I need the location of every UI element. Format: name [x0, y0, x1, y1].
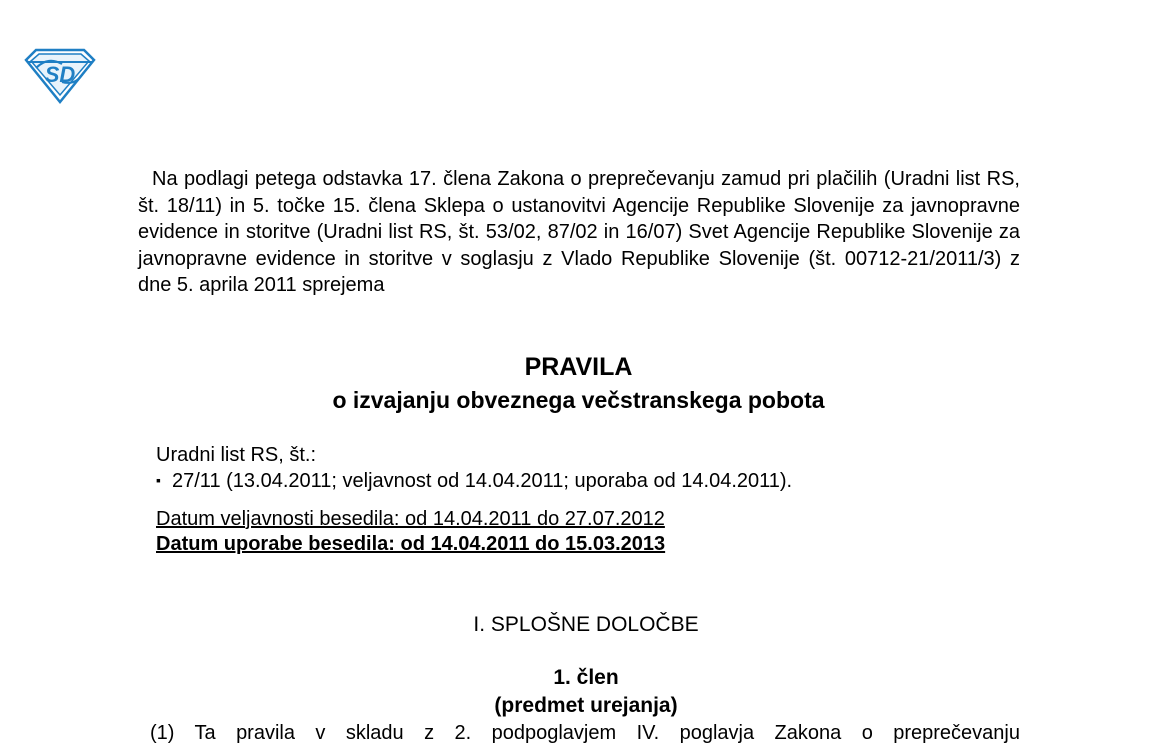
gazette-label: Uradni list RS, št.: [156, 444, 317, 466]
validity-date: Datum veljavnosti besedila: od 14.04.2011 do 27.07.2012 [156, 508, 665, 530]
shield-logo-icon [22, 46, 98, 106]
logo-lettering: SD [44, 62, 76, 87]
gazette-entry [156, 468, 792, 494]
usage-date: Datum uporabe besedila: od 14.04.2011 do 15.03.2013 [156, 533, 666, 555]
chapter-heading: I. SPLOŠNE DOLOČBE [473, 613, 699, 636]
article-body-text: (1) Ta pravila v skladu z 2. podpoglavjem IV. poglavja Zakona o preprečevanju [150, 722, 1020, 744]
text-dates-block [156, 507, 665, 557]
official-gazette-block [156, 443, 792, 494]
document-title: PRAVILA [524, 353, 633, 381]
article-subject: (predmet urejanja) [494, 694, 678, 717]
bullet-icon: ▪ [156, 472, 161, 488]
preamble-paragraph: Na podlagi petega odstavka 17. člena Zakona o preprečevanju zamud pri plačilih (Uradni list RS, št. 18/11) in 5. točke 15. člena Sklepa o ustanovitvi Agencije Republike Slovenije za javnopravne evidence in storitve (Uradni list RS, št. 53/02, 87/02 in 16/07) Svet Agencije Republike Slovenije za javnopravne evidence in storitve v soglasju z Vlado Republike Slovenije (št. 00712-21/2011/3) z dne 5. aprila 2011 sprejema [138, 168, 1020, 297]
article-number: 1. člen [553, 666, 619, 689]
gazette-entry-text: 27/11 (13.04.2011; veljavnost od 14.04.2011; uporaba od 14.04.2011). [172, 470, 793, 492]
document-subtitle: o izvajanju obveznega večstranskega pobota [332, 387, 825, 413]
agency-logo [22, 46, 98, 106]
